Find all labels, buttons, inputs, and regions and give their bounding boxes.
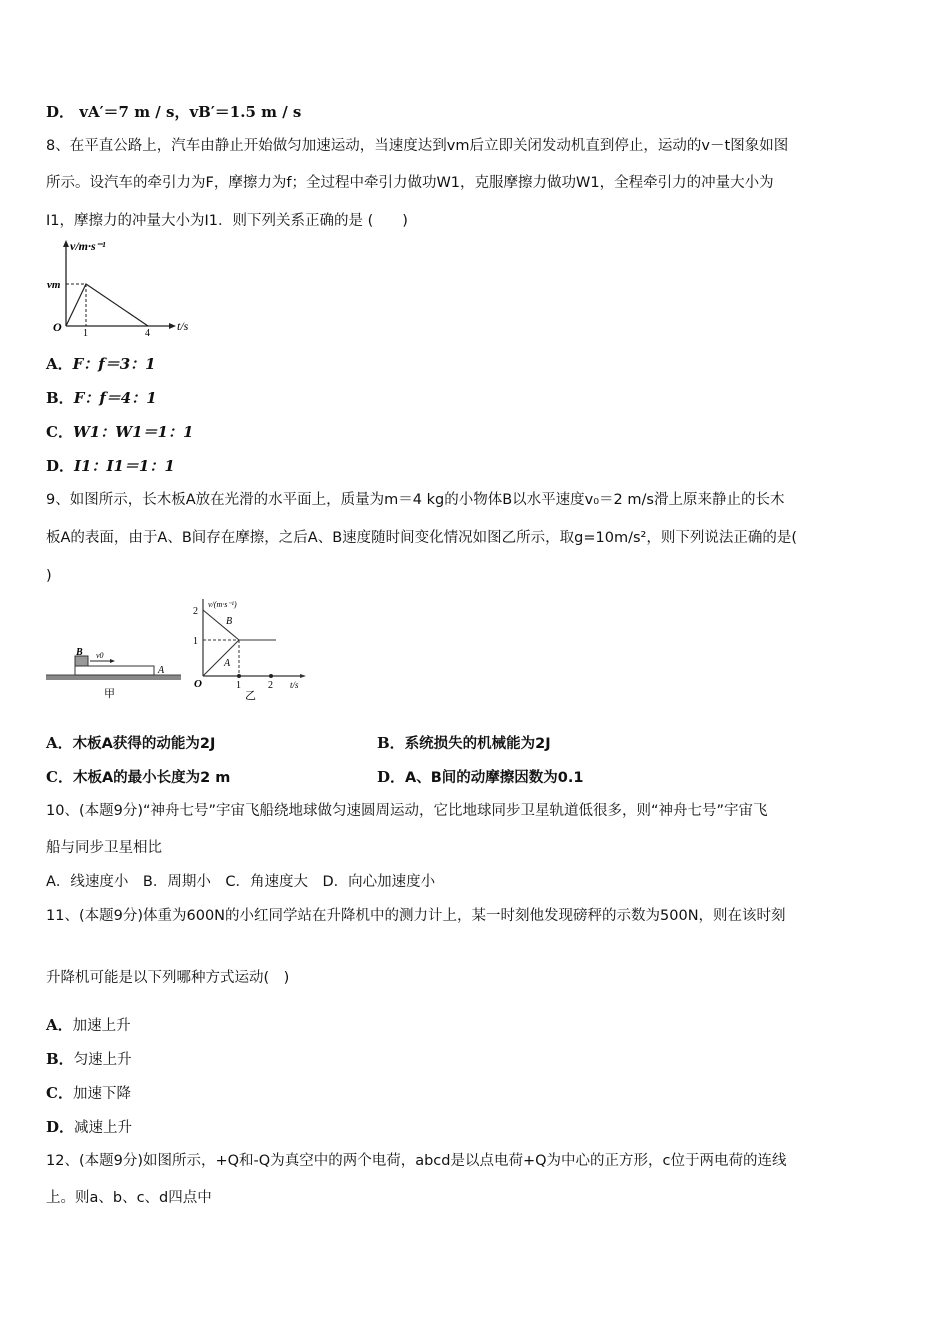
svg-text:t/s: t/s [177, 319, 189, 333]
svg-text:2: 2 [193, 606, 198, 617]
q10-options: A．线速度小 B．周期小 C．角速度大 D．向心加速度小 [46, 874, 436, 890]
q8-vt-graph [44, 238, 194, 338]
svg-text:甲: 甲 [104, 688, 115, 700]
svg-text:v/(m·s⁻¹): v/(m·s⁻¹) [208, 600, 237, 609]
svg-text:O: O [53, 320, 62, 334]
option-text: vA′＝7 m / s，vB′＝1.5 m / s [79, 103, 302, 121]
svg-text:B: B [76, 647, 83, 658]
q9-option-a: A．木板A获得的动能为2J [46, 734, 216, 752]
q7-option-d [46, 102, 301, 122]
q9-figure-jia [46, 645, 181, 700]
q9-figure-yi [190, 596, 310, 701]
svg-text:O: O [194, 678, 202, 690]
q11-stem-line-1: 11、(本题9分)体重为600N的小红同学站在升降机中的测力计上，某一时刻他发现磅秤的示数为500N，则在该时刻 [46, 908, 786, 924]
q10-stem-line-1: 10、(本题9分)“神舟七号”宇宙飞船绕地球做匀速圆周运动，它比地球同步卫星轨道低很多，则“神舟七号”宇宙飞 [46, 803, 768, 819]
q8-option-b: B．F：f＝4：1 [46, 389, 157, 407]
svg-text:乙: 乙 [245, 690, 256, 701]
answer-blank: ( ) [263, 970, 290, 986]
q9-stem-line-1: 9、如图所示，长木板A放在光滑的水平面上，质量为m＝4 kg的小物体B以水平速度v₀＝2 m/s滑上原来静止的长木 [46, 492, 785, 508]
question-number: 10、 [46, 803, 79, 819]
q9-option-d: D．A、B间的动摩擦因数为0.1 [377, 768, 584, 786]
svg-text:vm: vm [47, 279, 61, 291]
svg-text:v0: v0 [96, 651, 104, 660]
svg-text:t/s: t/s [290, 680, 299, 690]
svg-text:2: 2 [268, 680, 273, 691]
q9-option-b: B．系统损失的机械能为2J [377, 734, 551, 752]
q8-option-a: A．F：f＝3：1 [46, 355, 156, 373]
svg-text:4: 4 [145, 328, 150, 338]
q9-stem-line-2: 板A的表面，由于A、B间存在摩擦，之后A、B速度随时间变化情况如图乙所示，取g=10m/s²，则下列说法正确的是( [46, 530, 797, 546]
question-number: 12、 [46, 1153, 79, 1169]
q11-stem-line-2: 升降机可能是以下列哪种方式运动( ) [46, 970, 290, 986]
q12-stem-line-1: 12、(本题9分)如图所示，+Q和-Q为真空中的两个电荷，abcd是以点电荷+Q为中心的正方形，c位于两电荷的连线 [46, 1153, 787, 1169]
q8-stem-line-2: 所示。设汽车的牵引力为F，摩擦力为f；全过程中牵引力做功W1，克服摩擦力做功W1，全程牵引力的冲量大小为 [46, 175, 774, 191]
q9-stem-line-3: ) [46, 568, 52, 584]
svg-text:A: A [224, 658, 231, 669]
q11-option-a: A．加速上升 [46, 1016, 131, 1034]
q12-stem-line-2: 上。则a、b、c、d四点中 [46, 1190, 212, 1206]
q8-option-d: D．I1：I1＝1：1 [46, 457, 175, 475]
q8-stem-line-1: 8、在平直公路上，汽车由静止开始做匀加速运动，当速度达到vm后立即关闭发动机直到停止，运动的v－t图象如图 [46, 138, 789, 154]
svg-text:v/m·s⁻¹: v/m·s⁻¹ [70, 239, 106, 253]
svg-text:1: 1 [83, 328, 88, 338]
question-number: 8、 [46, 138, 70, 154]
option-label: D． [46, 103, 75, 121]
q8-stem-line-3: I1，摩擦力的冲量大小为I1．则下列关系正确的是 ( ) [46, 213, 408, 229]
svg-text:B: B [226, 616, 233, 627]
q8-option-c: C．W1：W1＝1：1 [46, 423, 194, 441]
q11-option-d: D．减速上升 [46, 1118, 133, 1136]
q11-option-b: B．匀速上升 [46, 1050, 132, 1068]
svg-text:1: 1 [236, 680, 241, 691]
q10-stem-line-2: 船与同步卫星相比 [46, 840, 162, 856]
question-number: 9、 [46, 492, 70, 508]
svg-text:A: A [158, 665, 165, 676]
svg-text:1: 1 [193, 636, 198, 647]
q9-option-c: C．木板A的最小长度为2 m [46, 768, 231, 786]
question-number: 11、 [46, 908, 79, 924]
q11-option-c: C．加速下降 [46, 1084, 131, 1102]
